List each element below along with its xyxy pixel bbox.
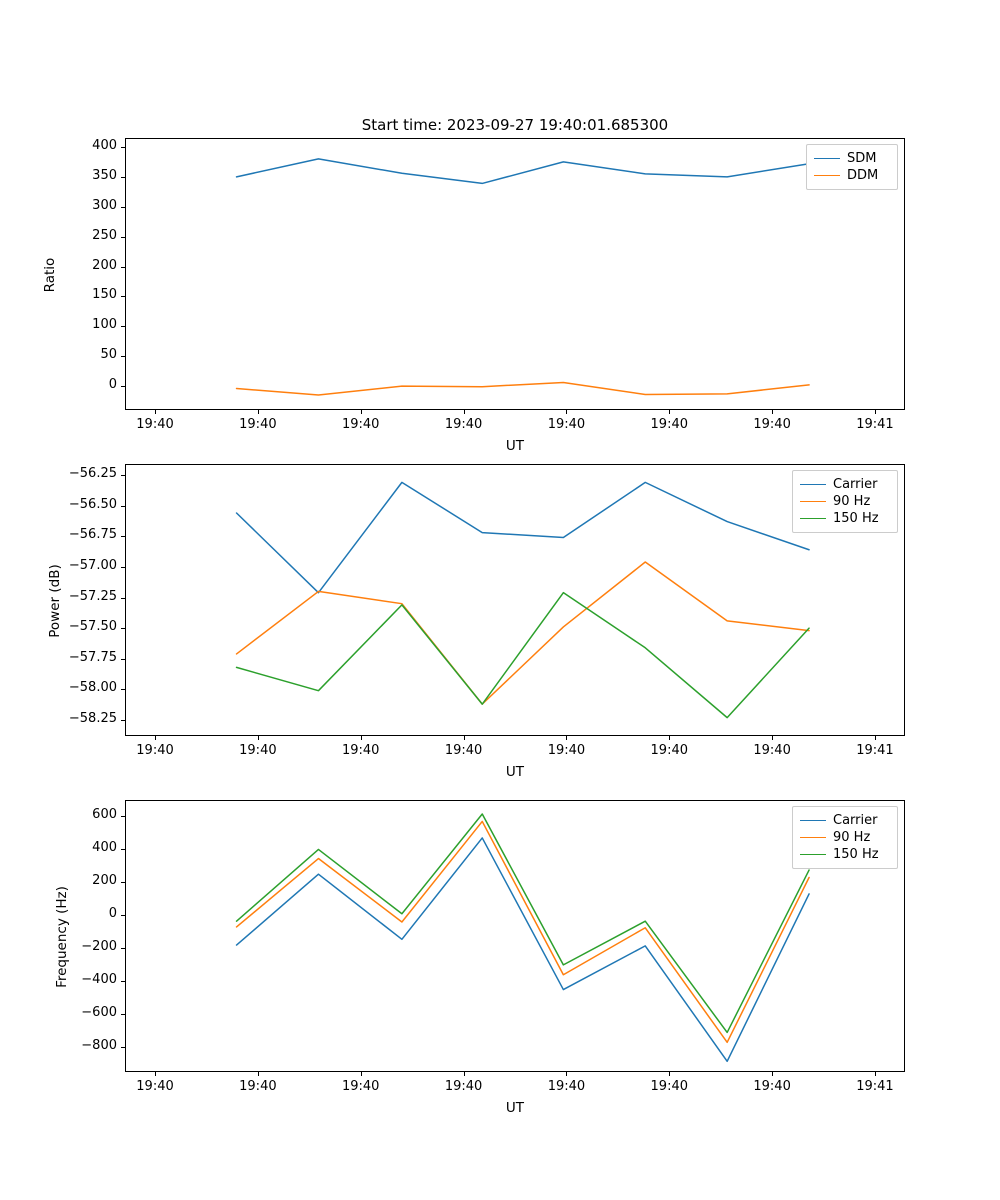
x-tick-mark — [155, 410, 156, 414]
legend-swatch-90hz — [800, 501, 826, 502]
series-line — [237, 159, 810, 184]
legend-label-carrier: Carrier — [833, 477, 878, 492]
x-tick-mark — [258, 410, 259, 414]
y-tick-label: 300 — [92, 197, 117, 213]
x-tick-label: 19:40 — [136, 743, 174, 758]
y-tick-label: 50 — [100, 347, 117, 363]
x-tick-label: 19:41 — [856, 1079, 894, 1094]
legend-swatch-sdm — [814, 158, 840, 159]
legend-label-carrier: Carrier — [833, 813, 878, 828]
legend-item — [814, 150, 890, 167]
legend-label-150hz: 150 Hz — [833, 847, 879, 862]
x-tick-label: 19:40 — [547, 417, 586, 432]
y-tick-label: 400 — [92, 840, 117, 856]
x-tick-mark — [669, 410, 670, 414]
x-axis-label: UT — [505, 764, 525, 780]
y-tick-mark — [121, 628, 125, 629]
legend-swatch-150hz — [800, 518, 826, 519]
x-axis-label: UT — [505, 1100, 525, 1116]
x-tick-mark — [669, 736, 670, 740]
x-tick-label: 19:40 — [341, 743, 380, 758]
x-tick-label: 19:40 — [444, 417, 483, 432]
x-tick-label: 19:40 — [753, 743, 791, 758]
y-tick-mark — [121, 386, 125, 387]
y-tick-label: −600 — [81, 1005, 117, 1021]
x-tick-mark — [155, 1072, 156, 1076]
legend-frequency — [792, 806, 898, 869]
y-tick-label: 250 — [92, 227, 117, 243]
x-tick-mark — [772, 1072, 773, 1076]
y-tick-mark — [121, 981, 125, 982]
y-axis-label: Frequency (Hz) — [54, 886, 70, 988]
legend-ratio — [806, 144, 898, 190]
x-tick-mark — [875, 1072, 876, 1076]
y-tick-mark — [121, 567, 125, 568]
series-line — [237, 814, 810, 1032]
y-tick-label: −58.00 — [68, 680, 117, 696]
x-tick-label: 19:40 — [444, 743, 483, 758]
x-tick-label: 19:41 — [856, 743, 894, 758]
y-axis-label: Ratio — [42, 257, 58, 293]
y-tick-label: 0 — [108, 906, 117, 922]
x-tick-mark — [772, 736, 773, 740]
x-tick-mark — [258, 736, 259, 740]
y-tick-mark — [121, 1047, 125, 1048]
x-tick-mark — [361, 1072, 362, 1076]
x-tick-label: 19:40 — [136, 1079, 174, 1094]
x-tick-mark — [361, 410, 362, 414]
y-tick-label: −57.75 — [68, 649, 117, 665]
legend-item — [800, 493, 890, 510]
x-tick-label: 19:40 — [547, 743, 586, 758]
y-tick-mark — [121, 475, 125, 476]
y-tick-label: 100 — [92, 317, 117, 333]
x-axis-label: UT — [505, 438, 525, 454]
y-tick-label: 350 — [92, 167, 117, 183]
legend-swatch-90hz — [800, 837, 826, 838]
x-tick-label: 19:40 — [753, 1079, 791, 1094]
y-axis-label: Power (dB) — [47, 564, 63, 638]
y-tick-mark — [121, 849, 125, 850]
y-tick-mark — [121, 326, 125, 327]
x-tick-mark — [566, 736, 567, 740]
y-tick-mark — [121, 882, 125, 883]
x-tick-label: 19:40 — [650, 743, 688, 758]
legend-item — [800, 812, 890, 829]
legend-label-90hz: 90 Hz — [833, 830, 871, 845]
legend-swatch-carrier — [800, 484, 826, 485]
series-line — [237, 383, 810, 396]
legend-item — [800, 846, 890, 863]
x-tick-mark — [464, 410, 465, 414]
y-tick-mark — [121, 1014, 125, 1015]
legend-label-150hz: 150 Hz — [833, 511, 879, 526]
panel-ratio — [0, 0, 1000, 454]
y-tick-label: −57.25 — [68, 588, 117, 604]
y-tick-mark — [121, 237, 125, 238]
y-tick-mark — [121, 659, 125, 660]
legend-swatch-ddm — [814, 175, 840, 176]
y-tick-label: −57.00 — [68, 557, 117, 573]
y-tick-label: 200 — [92, 257, 117, 273]
x-tick-label: 19:40 — [239, 1079, 277, 1094]
x-tick-label: 19:40 — [239, 417, 277, 432]
x-tick-label: 19:40 — [444, 1079, 483, 1094]
y-tick-mark — [121, 915, 125, 916]
x-tick-mark — [464, 736, 465, 740]
x-tick-label: 19:40 — [547, 1079, 586, 1094]
legend-label-ddm: DDM — [847, 168, 879, 183]
y-tick-label: −58.25 — [68, 711, 117, 727]
x-tick-label: 19:41 — [856, 417, 894, 432]
y-tick-label: −56.75 — [68, 527, 117, 543]
x-tick-mark — [669, 1072, 670, 1076]
y-tick-mark — [121, 356, 125, 357]
legend-item — [800, 829, 890, 846]
y-tick-label: −56.50 — [68, 496, 117, 512]
legend-label-sdm: SDM — [847, 151, 877, 166]
y-tick-label: 150 — [92, 287, 117, 303]
x-tick-mark — [566, 410, 567, 414]
x-tick-mark — [875, 410, 876, 414]
y-tick-label: −57.50 — [68, 619, 117, 635]
y-tick-mark — [121, 296, 125, 297]
x-tick-mark — [772, 410, 773, 414]
y-tick-label: 0 — [108, 377, 117, 393]
y-tick-mark — [121, 689, 125, 690]
y-tick-mark — [121, 948, 125, 949]
x-tick-label: 19:40 — [753, 417, 791, 432]
series-line — [237, 821, 810, 1042]
y-tick-label: −56.25 — [68, 466, 117, 482]
y-tick-mark — [121, 598, 125, 599]
chart-title: Start time: 2023-09-27 19:40:01.685300 — [361, 116, 669, 134]
y-tick-mark — [121, 506, 125, 507]
x-tick-mark — [361, 736, 362, 740]
x-tick-label: 19:40 — [341, 417, 380, 432]
legend-item — [800, 476, 890, 493]
x-tick-mark — [155, 736, 156, 740]
y-tick-mark — [121, 207, 125, 208]
series-canvas-ratio — [0, 0, 1000, 440]
panel-frequency — [0, 780, 1000, 1120]
series-line — [237, 593, 810, 718]
y-tick-label: −400 — [81, 972, 117, 988]
series-line — [237, 562, 810, 704]
legend-label-90hz: 90 Hz — [833, 494, 871, 509]
y-tick-label: −800 — [81, 1038, 117, 1054]
x-tick-label: 19:40 — [650, 417, 688, 432]
x-tick-label: 19:40 — [239, 743, 277, 758]
x-tick-mark — [875, 736, 876, 740]
y-tick-label: 400 — [92, 137, 117, 153]
x-tick-label: 19:40 — [650, 1079, 688, 1094]
y-tick-mark — [121, 816, 125, 817]
series-line — [237, 482, 810, 592]
legend-power — [792, 470, 898, 533]
y-tick-mark — [121, 536, 125, 537]
legend-swatch-150hz — [800, 854, 826, 855]
legend-item — [800, 510, 890, 527]
y-tick-label: 600 — [92, 807, 117, 823]
y-tick-mark — [121, 267, 125, 268]
x-tick-label: 19:40 — [136, 417, 174, 432]
y-tick-label: 200 — [92, 873, 117, 889]
y-tick-mark — [121, 147, 125, 148]
legend-swatch-carrier — [800, 820, 826, 821]
x-tick-mark — [258, 1072, 259, 1076]
legend-item — [814, 167, 890, 184]
panel-power — [0, 440, 1000, 780]
y-tick-mark — [121, 177, 125, 178]
y-tick-mark — [121, 720, 125, 721]
x-tick-label: 19:40 — [341, 1079, 380, 1094]
x-tick-mark — [464, 1072, 465, 1076]
y-tick-label: −200 — [81, 939, 117, 955]
x-tick-mark — [566, 1072, 567, 1076]
